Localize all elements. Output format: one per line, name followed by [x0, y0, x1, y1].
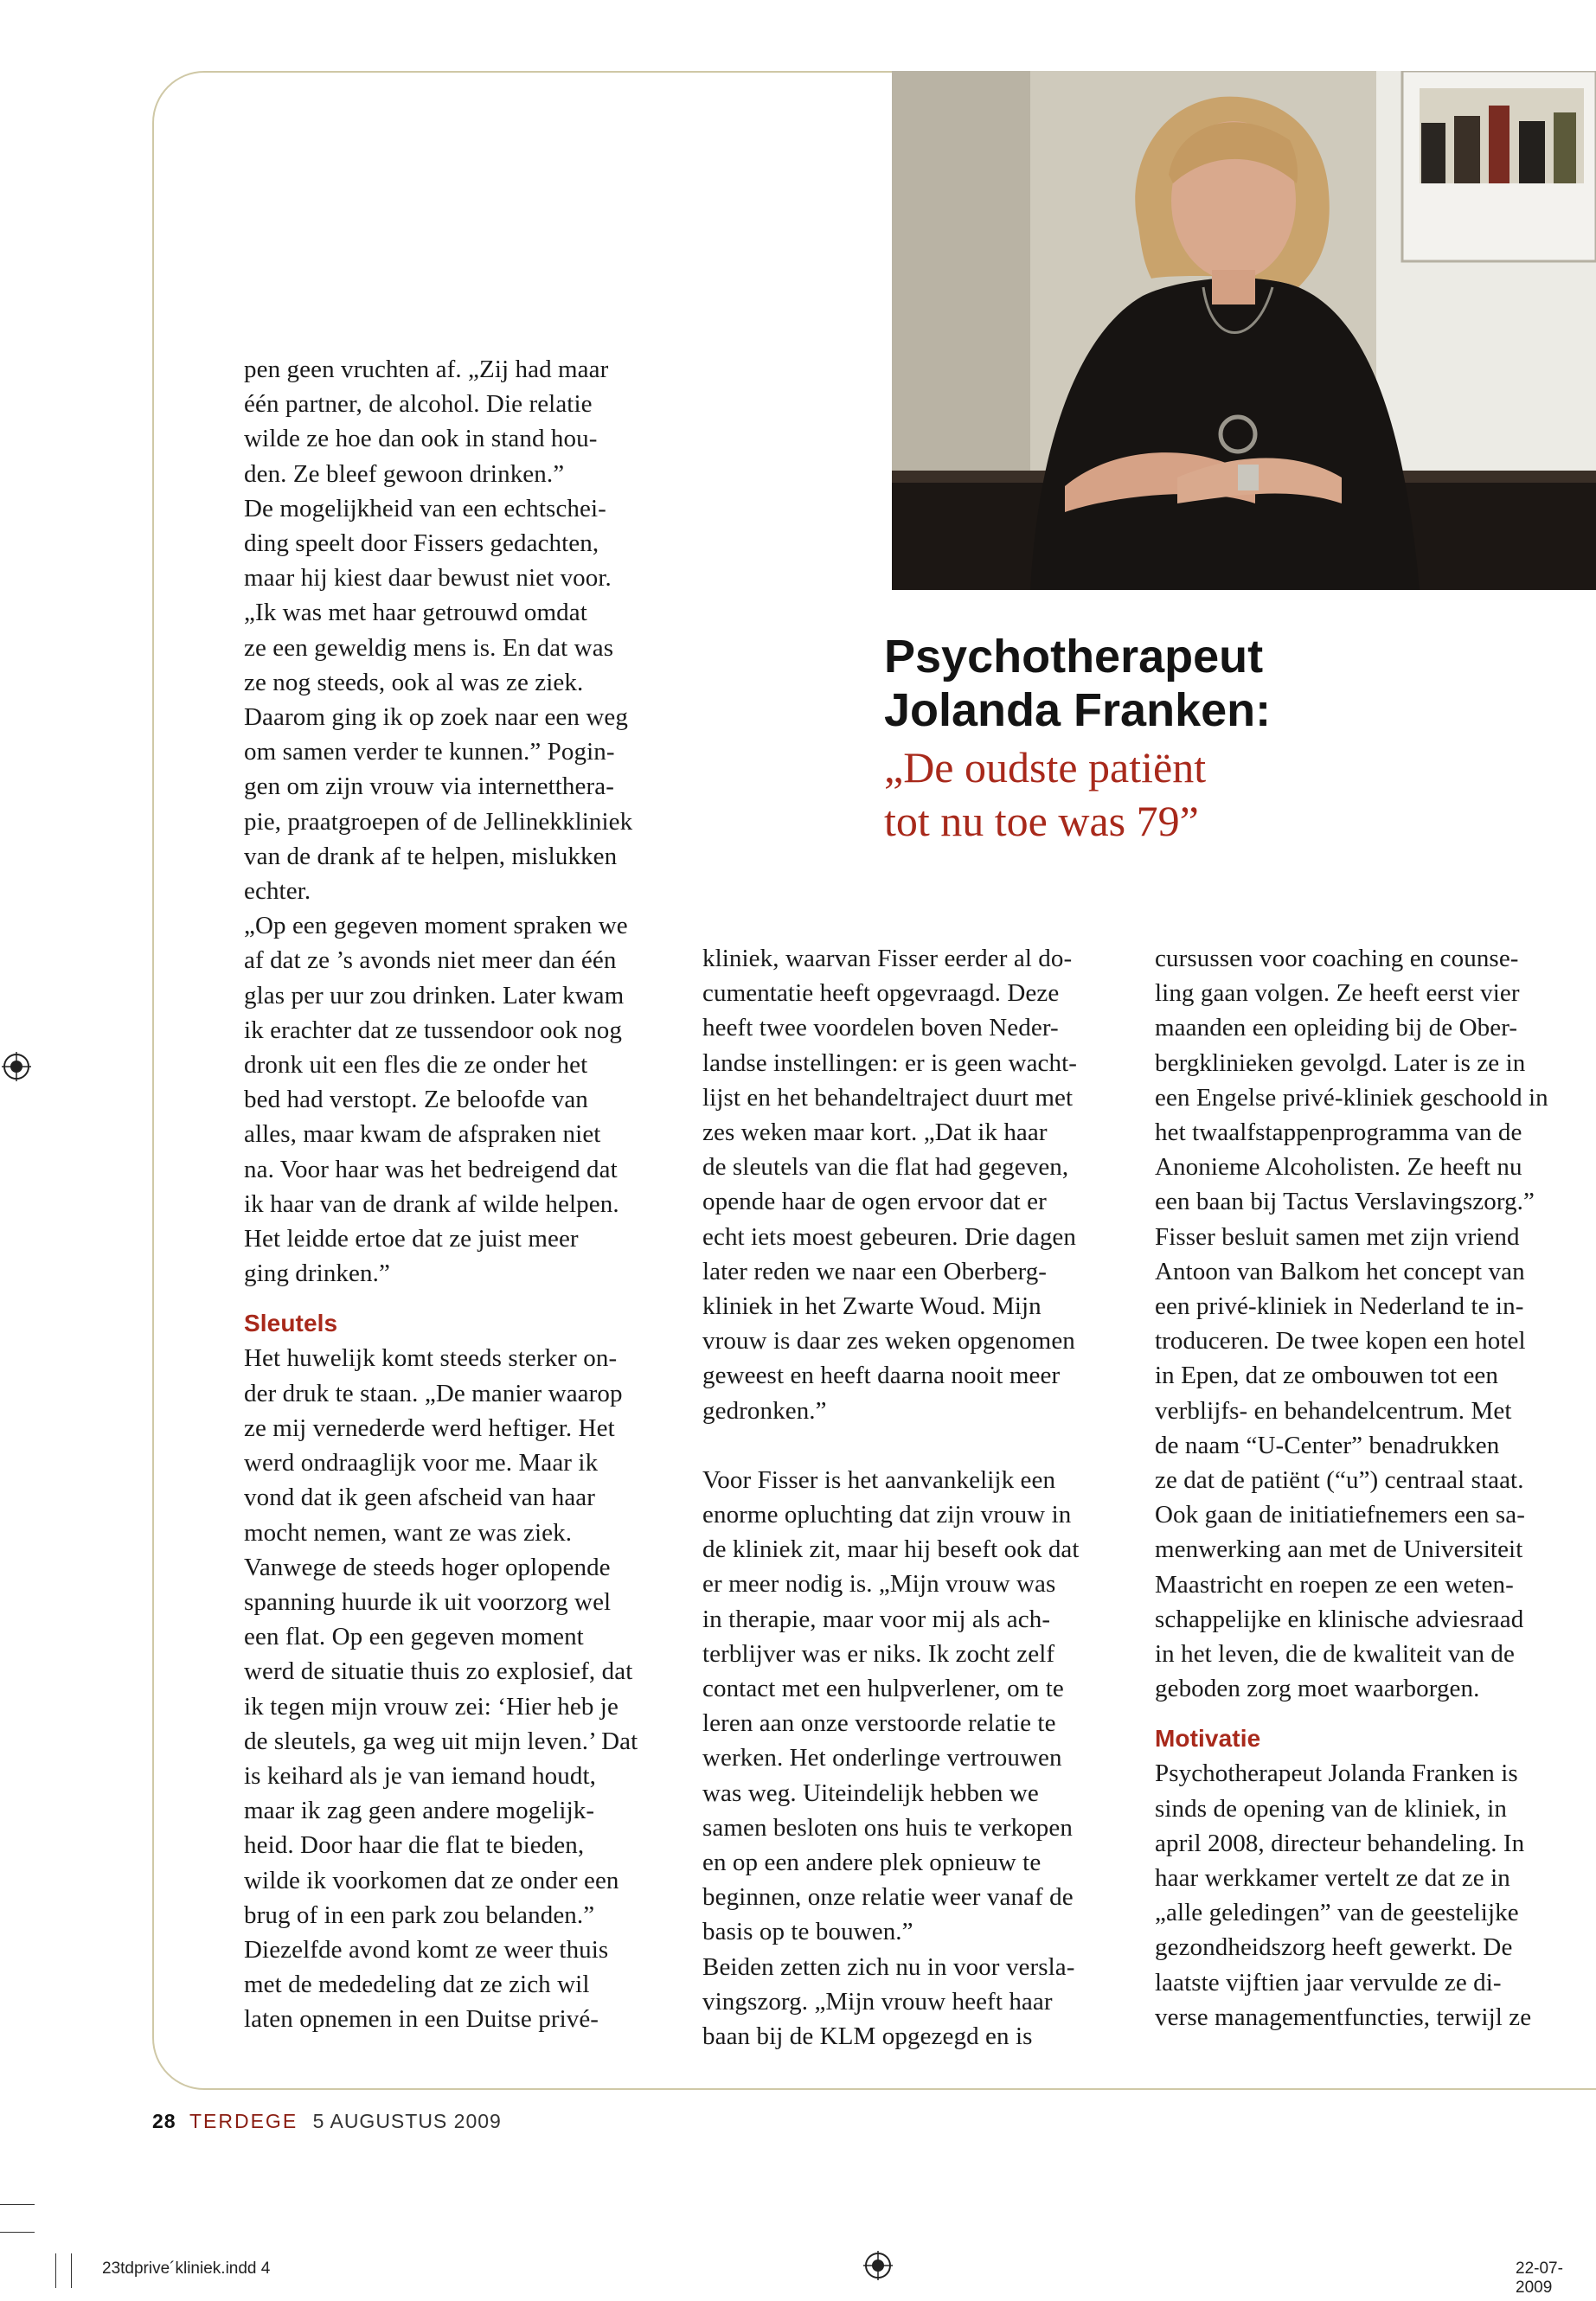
text-line: laatste vijftien jaar vervulde ze di- [1155, 1968, 1502, 1997]
text-line: gezondheidszorg heeft gewerkt. De [1155, 1933, 1513, 1962]
text-line: ik haar van de drank af wilde helpen. [244, 1189, 619, 1218]
text-line: contact met een hulpverlener, om te [702, 1675, 1064, 1703]
text-line: vingszorg. „Mijn vrouw heeft haar [702, 1987, 1053, 2016]
slug-filename: 23tdprive´kliniek.indd 4 [102, 2259, 271, 2278]
text-line: brug of in een park zou belanden.” [244, 1900, 595, 1929]
text-line: ze dat de patiënt (“u”) centraal staat. [1155, 1466, 1524, 1495]
text-line: basis op te bouwen.” [702, 1918, 913, 1946]
crop-mark [55, 2253, 56, 2288]
page-footer [152, 2110, 502, 2133]
paragraph [244, 352, 676, 1291]
text-line: ging drinken.” [244, 1259, 390, 1288]
text-line: vond dat ik geen afscheid van haar [244, 1484, 596, 1512]
text-line: heeft twee voordelen boven Neder- [702, 1014, 1059, 1042]
text-line: later reden we naar een Oberberg- [702, 1257, 1048, 1285]
text-line: gen om zijn vrouw via internetthera- [244, 772, 614, 801]
text-line: cumentatie heeft opgevraagd. Deze [702, 979, 1060, 1008]
text-column-1 [244, 352, 676, 2037]
text-line: ik tegen mijn vrouw zei: ‘Hier heb je [244, 1692, 619, 1721]
text-line: „Op een gegeven moment spraken we [244, 912, 628, 940]
text-line: Fisser besluit samen met zijn vriend [1155, 1222, 1520, 1251]
text-line: geboden zorg moet waarborgen. [1155, 1675, 1480, 1703]
issue-date: 5 AUGUSTUS 2009 [312, 2110, 502, 2132]
text-line: Het huwelijk komt steeds sterker on- [244, 1344, 618, 1373]
text-line: verblijfs- en behandelcentrum. Met [1155, 1396, 1512, 1425]
paragraph [702, 941, 1135, 1428]
text-line: Beiden zetten zich nu in voor versla- [702, 1952, 1075, 1981]
text-line: haar werkkamer vertelt ze dat ze in [1155, 1864, 1510, 1893]
text-line: Het leidde ertoe dat ze juist meer [244, 1225, 579, 1253]
text-line: heid. Door haar die flat te bieden, [244, 1831, 585, 1860]
text-line: Anonieme Alcoholisten. Ze heeft nu [1155, 1153, 1522, 1182]
paragraph [244, 1341, 676, 2036]
text-line: Vanwege de steeds hoger oplopende [244, 1553, 611, 1581]
text-line: na. Voor haar was het bedreigend dat [244, 1155, 618, 1183]
text-line: maanden een opleiding bij de Ober- [1155, 1014, 1518, 1042]
text-line: dronk uit een fles die ze onder het [244, 1051, 588, 1080]
text-line: werken. Het onderlinge vertrouwen [702, 1744, 1062, 1772]
registration-mark-icon [863, 2251, 893, 2280]
text-line: om samen verder te kunnen.” Pogin- [244, 738, 615, 766]
text-line: Psychotherapeut Jolanda Franken is [1155, 1759, 1518, 1788]
text-line: een baan bij Tactus Verslavingszorg.” [1155, 1188, 1535, 1216]
text-line: geweest en heeft daarna nooit meer [702, 1362, 1061, 1390]
text-line: laten opnemen in een Duitse privé- [244, 2005, 599, 2034]
text-line: „Ik was met haar getrouwd omdat [244, 599, 587, 627]
text-column-3 [1155, 941, 1596, 2035]
text-line: een Engelse privé-kliniek geschoold in [1155, 1083, 1548, 1112]
headline-name-line2: Jolanda Franken: [884, 684, 1272, 736]
text-line: troduceren. De twee kopen een hotel [1155, 1327, 1526, 1356]
text-line: maar hij kiest daar bewust niet voor. [244, 564, 612, 593]
headline-quote-line2: tot nu toe was 79” [884, 797, 1199, 845]
text-line: den. Ze bleef gewoon drinken.” [244, 459, 565, 488]
text-line: spanning huurde ik uit voorzorg wel [244, 1587, 612, 1616]
text-line: ze mij vernederde werd heftiger. Het [244, 1413, 615, 1442]
text-line: Maastricht en roepen ze een weten- [1155, 1570, 1514, 1599]
text-line: af dat ze ’s avonds niet meer dan één [244, 946, 617, 975]
text-line: ling gaan volgen. Ze heeft eerst vier [1155, 979, 1520, 1008]
text-line: gedronken.” [702, 1396, 827, 1425]
text-line: werd de situatie thuis zo explosief, dat [244, 1657, 633, 1686]
text-line: Ook gaan de initiatiefnemers een sa- [1155, 1501, 1525, 1529]
crop-mark [0, 2232, 35, 2233]
paragraph [702, 1463, 1135, 2054]
section-heading-sleutels: Sleutels [244, 1310, 338, 1337]
text-line: maar ik zag geen andere mogelijk- [244, 1797, 595, 1825]
text-line: werd ondraaglijk voor me. Maar ik [244, 1449, 599, 1477]
text-line: bergklinieken gevolgd. Later is ze in [1155, 1048, 1526, 1077]
text-line: menwerking aan met de Universiteit [1155, 1535, 1523, 1564]
text-line: Voor Fisser is het aanvankelijk een [702, 1465, 1056, 1494]
text-line: een flat. Op een gegeven moment [244, 1623, 584, 1651]
crop-mark [0, 2204, 35, 2205]
headline-name-line1: Psychotherapeut [884, 631, 1264, 683]
page-number: 28 [152, 2110, 176, 2132]
text-line: glas per uur zou drinken. Later kwam [244, 981, 625, 1009]
text-line: de sleutels, ga weg uit mijn leven.’ Dat [244, 1727, 638, 1755]
text-line: ik erachter dat ze tussendoor ook nog [244, 1016, 622, 1044]
text-line: de naam “U-Center” benadrukken [1155, 1431, 1500, 1459]
text-line: opende haar de ogen ervoor dat er [702, 1188, 1047, 1216]
text-line: met de mededeling dat ze zich wil [244, 1971, 590, 1999]
text-line: april 2008, directeur behandeling. In [1155, 1829, 1525, 1857]
text-line: „alle geledingen” van de geestelijke [1155, 1899, 1519, 1927]
text-line: echt iets moest gebeuren. Drie dagen [702, 1222, 1076, 1251]
text-line: der druk te staan. „De manier waarop [244, 1379, 623, 1407]
text-line: landse instellingen: er is geen wacht- [702, 1048, 1078, 1077]
text-line: cursussen voor coaching en counse- [1155, 945, 1519, 972]
text-line: enorme opluchting dat zijn vrouw in [702, 1501, 1072, 1529]
text-line: ding speelt door Fissers gedachten, [244, 529, 599, 558]
text-line: een privé-kliniek in Nederland te in- [1155, 1292, 1524, 1321]
slug-date: 22-07-2009 [1516, 2259, 1563, 2297]
paragraph-gap [702, 1428, 1135, 1463]
text-line: in therapie, maar voor mij als ach- [702, 1605, 1051, 1633]
text-line: De mogelijkheid van een echtschei- [244, 494, 606, 522]
text-line: beginnen, onze relatie weer vanaf de [702, 1883, 1074, 1912]
paragraph [1155, 941, 1596, 1706]
text-line: ze een geweldig mens is. En dat was [244, 633, 614, 662]
text-line: samen besloten ons huis te verkopen [702, 1813, 1073, 1842]
text-line: echter. [244, 877, 311, 906]
magazine-name: TERDEGE [189, 2110, 298, 2132]
text-line: en op een andere plek opnieuw te [702, 1849, 1042, 1877]
text-line: Diezelfde avond komt ze weer thuis [244, 1935, 609, 1964]
text-line: sinds de opening van de kliniek, in [1155, 1794, 1508, 1823]
text-line: één partner, de alcohol. Die relatie [244, 390, 593, 419]
text-line: kliniek, waarvan Fisser eerder al do- [702, 945, 1073, 972]
text-line: zes weken maar kort. „Dat ik haar [702, 1118, 1048, 1147]
text-line: er meer nodig is. „Mijn vrouw was [702, 1570, 1056, 1599]
text-line: ze nog steeds, ook al was ze ziek. [244, 668, 584, 696]
headline-quote-line1: „De oudste patiënt [884, 743, 1207, 792]
text-line: is keihard als je van iemand houdt, [244, 1761, 596, 1790]
text-line: van de drank af te helpen, mislukken [244, 842, 618, 870]
section-heading-motivatie: Motivatie [1155, 1725, 1261, 1753]
text-line: Daarom ging ik op zoek naar een weg [244, 703, 628, 732]
text-line: vrouw is daar zes weken opgenomen [702, 1327, 1075, 1356]
text-line: in Epen, dat ze ombouwen tot een [1155, 1362, 1498, 1390]
text-line: de sleutels van die flat had gegeven, [702, 1153, 1069, 1182]
registration-mark-icon [2, 1052, 31, 1081]
text-line: schappelijke en klinische adviesraad [1155, 1605, 1524, 1633]
text-column-2 [702, 941, 1135, 2054]
text-line: wilde ze hoe dan ook in stand hou- [244, 425, 598, 453]
text-line: pen geen vruchten af. „Zij had maar [244, 356, 609, 383]
text-line: baan bij de KLM opgezegd en is [702, 2022, 1033, 2051]
text-line: bed had verstopt. Ze beloofde van [244, 1086, 588, 1114]
portrait-photo [892, 71, 1596, 590]
article-headline [884, 630, 1271, 848]
text-line: Antoon van Balkom het concept van [1155, 1257, 1525, 1285]
crop-mark [71, 2253, 72, 2288]
text-line: leren aan onze verstoorde relatie te [702, 1709, 1056, 1738]
text-line: was weg. Uiteindelijk hebben we [702, 1779, 1039, 1807]
text-line: mocht nemen, want ze was ziek. [244, 1518, 573, 1547]
text-line: verse managementfuncties, terwijl ze [1155, 2003, 1532, 2031]
text-line: de kliniek zit, maar hij beseft ook dat [702, 1535, 1080, 1564]
text-line: wilde ik voorkomen dat ze onder een [244, 1866, 619, 1894]
text-line: terblijver was er niks. Ik zocht zelf [702, 1639, 1055, 1668]
text-line: het twaalfstappenprogramma van de [1155, 1118, 1522, 1147]
text-line: pie, praatgroepen of de Jellinekkliniek [244, 807, 633, 836]
text-line: in het leven, die de kwaliteit van de [1155, 1640, 1516, 1669]
text-line: kliniek in het Zwarte Woud. Mijn [702, 1292, 1042, 1321]
text-line: alles, maar kwam de afspraken niet [244, 1120, 601, 1149]
portrait-illustration [892, 71, 1596, 590]
text-line: lijst en het behandeltraject duurt met [702, 1083, 1074, 1112]
paragraph [1155, 1756, 1596, 2035]
